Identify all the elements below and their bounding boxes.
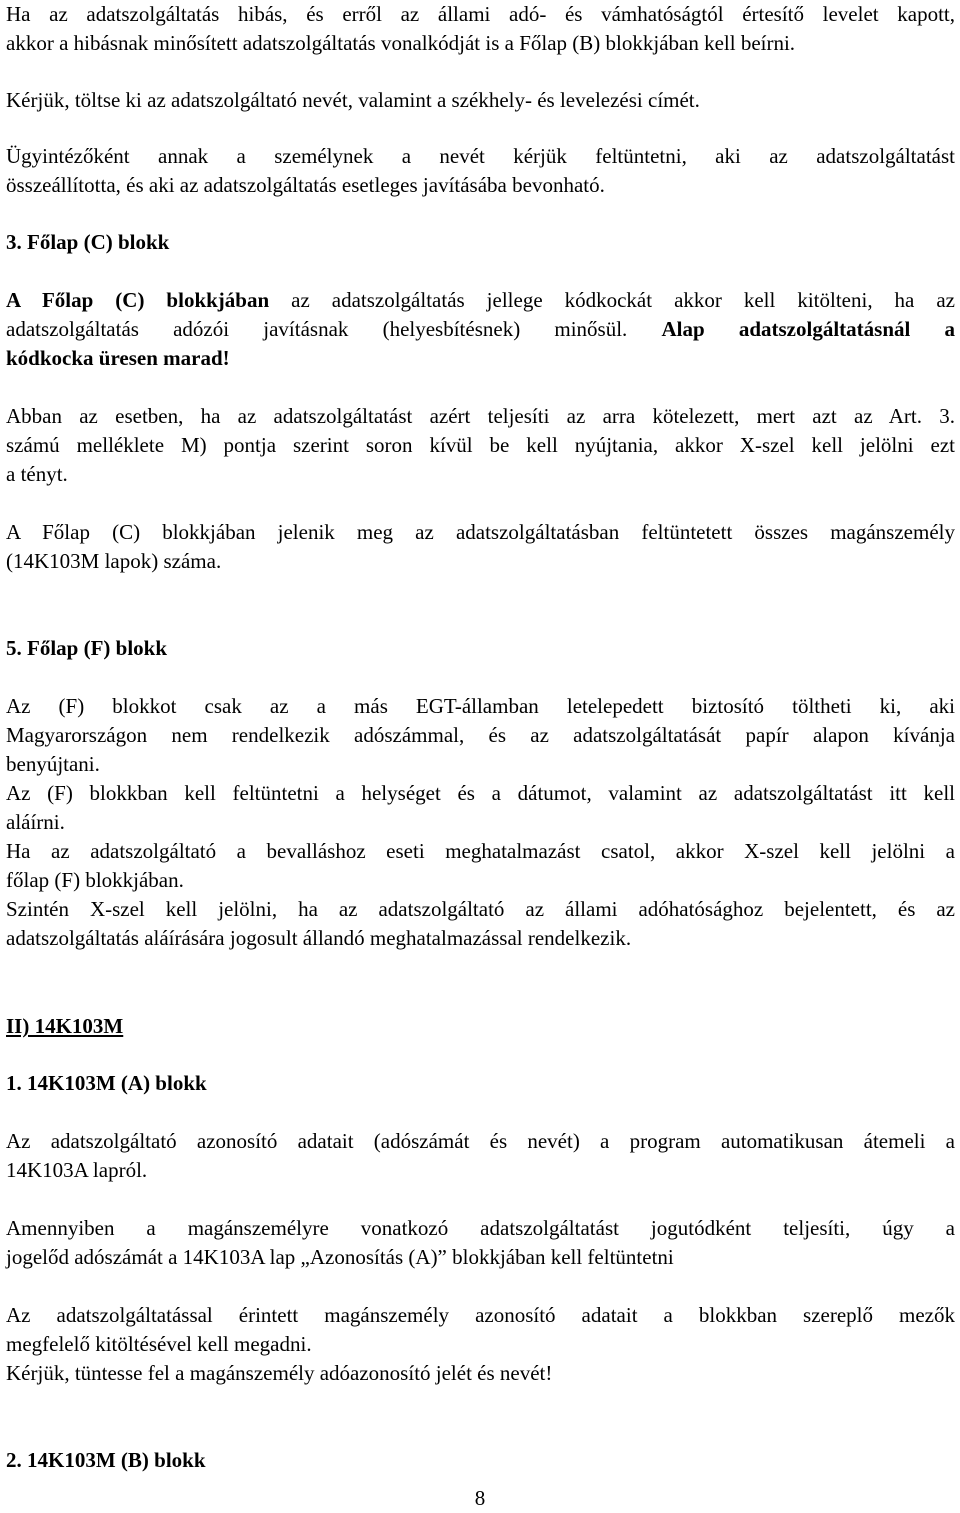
page-number: 8 [474,1486,486,1510]
text-span: az adatszolgáltatás jellege kódkockát akkor kell kitölteni, ha az [269,288,955,312]
text-line: Kérjük, töltse ki az adatszolgáltató nevét, valamint a székhely- és levelezési címét. [6,88,700,112]
paragraph-f-helyseg [6,779,955,837]
text-line: A Főlap (C) blokkjában jelenik meg az adatszolgáltatásban feltüntetett összes magánszemély [6,520,955,544]
text-line: megfelelő kitöltésével kell megadni. [6,1332,312,1356]
paragraph-c-maganszemelyek [6,518,955,576]
text-line: akkor a hibásnak minősített adatszolgáltatás vonalkódját is a Főlap (B) blokkjában kell beírni. [6,31,796,55]
text-line: adatszolgáltatás aláírására jogosult állandó meghatalmazással rendelkezik. [6,926,632,950]
paragraph-hibas-adatszolgaltatas [6,0,955,58]
paragraph-c-jellege [6,286,955,373]
heading-14k103m-a [6,1069,955,1098]
paragraph-a-azonosito [6,1127,955,1185]
text-line: benyújtani. [6,752,100,776]
text-line [6,315,955,344]
heading-folap-f [6,634,955,663]
paragraph-c-soron-kivul [6,402,955,489]
text-line: Az (F) blokkot csak az a más EGT-államban letelepedett biztosító töltheti ki, aki [6,694,955,718]
text-line: (14K103M lapok) száma. [6,549,222,573]
text-line: Kérjük, tüntesse fel a magánszemély adóazonosító jelét és nevét! [6,1361,553,1385]
text-line: Ha az adatszolgáltatás hibás, és erről az állami adó- és vámhatóságtól értesítő levelet kapott, [6,2,955,26]
text-line: jogelőd adószámát a 14K103A lap „Azonosítás (A)” blokkjában kell feltüntetni [6,1245,674,1269]
paragraph-f-allando [6,895,955,953]
text-line: főlap (F) blokkjában. [6,868,184,892]
section-heading: 1. 14K103M (A) blokk [6,1071,207,1095]
text-line: számú melléklete M) pontja szerint soron kívül be kell nyújtania, akkor X-szel kell jelölni ezt [6,433,955,457]
text-line: a tényt. [6,462,68,486]
text-line: aláírni. [6,810,65,834]
bold-text: kódkocka üresen marad! [6,346,230,370]
text-line: Ügyintézőként annak a személynek a nevét kérjük feltüntetni, aki az adatszolgáltatást [6,144,955,168]
text-line: összeállította, és aki az adatszolgáltatás esetleges javításába bevonható. [6,173,605,197]
text-line: Ha az adatszolgáltató a bevalláshoz eseti meghatalmazást csatol, akkor X-szel kell jelölni a [6,839,955,863]
text-line: 14K103A lapról. [6,1158,148,1182]
text-span: adatszolgáltatás adózói javításnak (helyesbítésnek) minősül. [6,317,662,341]
section-heading: 3. Főlap (C) blokk [6,230,170,254]
paragraph-a-jogutod [6,1214,955,1272]
section-heading: 2. 14K103M (B) blokk [6,1448,206,1472]
chapter-heading: II) 14K103M [6,1014,124,1038]
text-line: Szintén X-szel kell jelölni, ha az adatszolgáltató az állami adóhatósághoz bejelentett, és az [6,897,955,921]
text-line: Magyarországon nem rendelkezik adószámmal, és az adatszolgáltatását papír alapon kívánja [6,723,955,747]
bold-text: Alap adatszolgáltatásnál a [661,317,955,341]
bold-text: A Főlap (C) blokkjában [6,288,270,312]
paragraph-f-meghatalmazas [6,837,955,895]
paragraph-a-adoazonosito [6,1359,955,1388]
text-line: Az adatszolgáltató azonosító adatait (adószámát és nevét) a program automatikusan átemeli a [6,1129,955,1153]
paragraph-adatszolgaltato-neve [6,86,955,115]
heading-14k103m-b [6,1446,955,1475]
heading-folap-c [6,228,955,257]
paragraph-ugyintezo [6,142,955,200]
text-line: Abban az esetben, ha az adatszolgáltatást azért teljesíti az arra kötelezett, mert azt az Art. 3. [6,404,955,428]
heading-ii-14k103m [6,1012,955,1041]
text-line: Az adatszolgáltatással érintett magánszemély azonosító adatait a blokkban szereplő mezők [6,1303,955,1327]
paragraph-f-egt [6,692,955,779]
text-line [6,286,955,315]
section-heading: 5. Főlap (F) blokk [6,636,168,660]
text-line: Amennyiben a magánszemélyre vonatkozó adatszolgáltatást jogutódként teljesíti, úgy a [6,1216,955,1240]
paragraph-a-maganszemely [6,1301,955,1359]
text-line: Az (F) blokkban kell feltüntetni a helységet és a dátumot, valamint az adatszolgáltatást itt kell [6,781,955,805]
